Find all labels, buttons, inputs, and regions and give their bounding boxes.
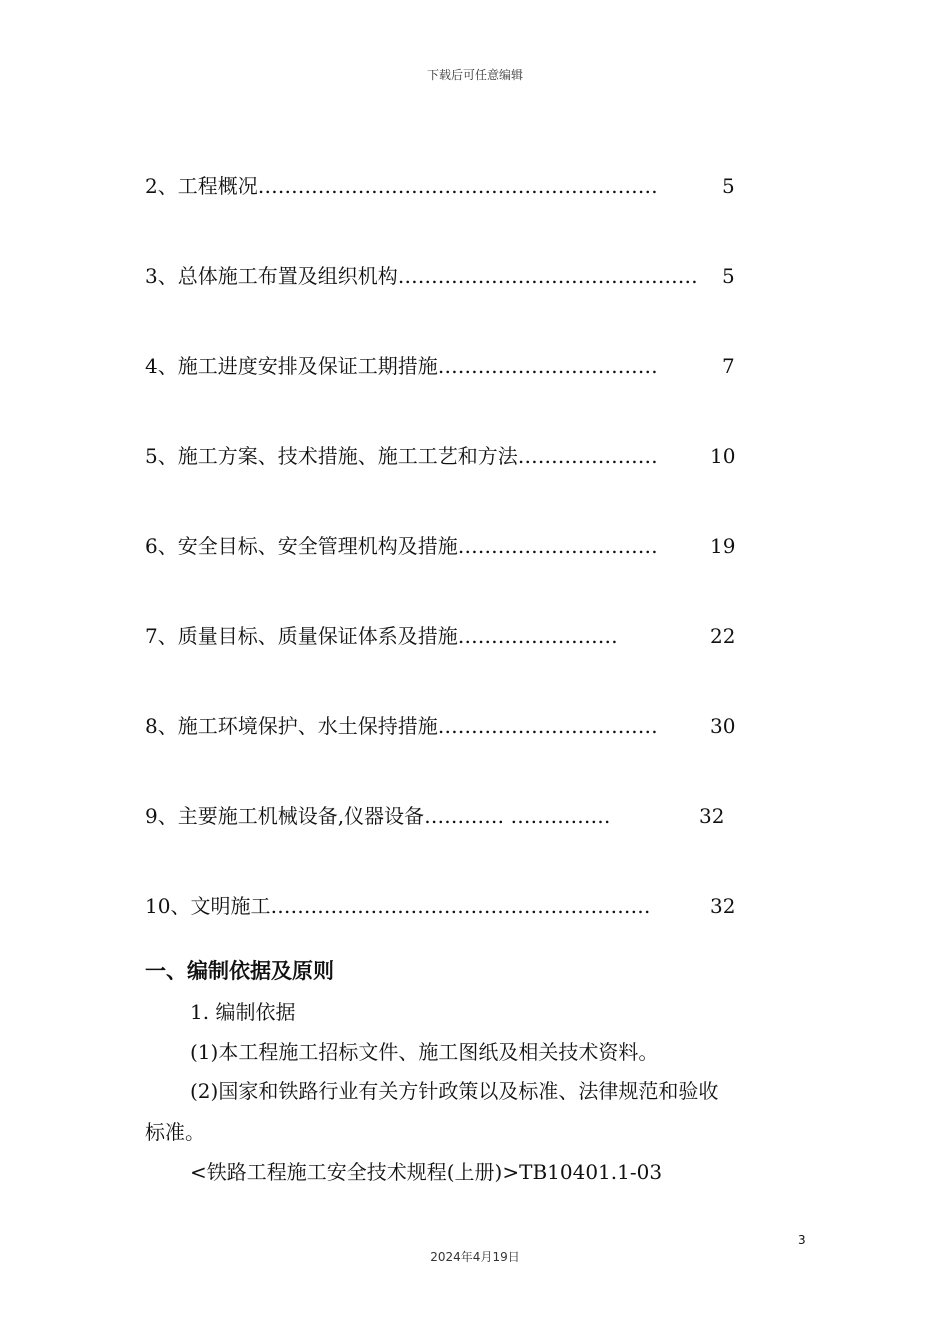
toc-leader-dots: ………………… <box>517 444 658 468</box>
toc-entry-title: 6、安全目标、安全管理机构及措施 <box>145 534 458 558</box>
toc-page-number: 5 <box>722 264 735 288</box>
paragraph-2-line-1: (2)国家和铁路行业有关方针政策以及标准、法律规范和验收 <box>190 1079 719 1103</box>
toc-entry-4[interactable] <box>145 351 658 381</box>
toc-leader-dots: ……………………………………… <box>397 264 698 288</box>
paragraph-2-line-2: 标准。 <box>145 1120 205 1144</box>
toc-entry-6[interactable] <box>145 531 658 561</box>
toc-page-number: 22 <box>710 624 736 648</box>
toc-entry-title: 8、施工环境保护、水土保持措施 <box>145 714 438 738</box>
toc-entry-title: 10、文明施工 <box>145 894 271 918</box>
toc-entry-title: 3、总体施工布置及组织机构 <box>145 264 398 288</box>
page-header: 下载后可任意编辑 <box>426 68 523 82</box>
toc-entry-3[interactable] <box>145 261 698 291</box>
subheading: 1. 编制依据 <box>190 1000 296 1024</box>
toc-entry-title: 7、质量目标、质量保证体系及措施 <box>145 624 458 648</box>
toc-entry-title: 9、主要施工机械设备,仪器设备 <box>145 804 425 828</box>
toc-entry-title: 2、工程概况 <box>145 174 258 198</box>
toc-leader-dots: …………………………… <box>437 714 658 738</box>
toc-entry-title: 5、施工方案、技术措施、施工工艺和方法 <box>145 444 518 468</box>
toc-entry-7[interactable] <box>145 621 618 651</box>
toc-page-number: 5 <box>722 174 735 198</box>
toc-leader-dots: ………………………… <box>457 534 658 558</box>
page-number: 3 <box>798 1233 806 1247</box>
toc-page-number: 7 <box>722 354 735 378</box>
page-footer-date: 2024年4月19日 <box>430 1250 520 1264</box>
toc-page-number: 32 <box>710 894 736 918</box>
toc-entry-8[interactable] <box>145 711 658 741</box>
toc-leader-dots: ………… …………… <box>424 804 611 828</box>
toc-page-number: 10 <box>710 444 736 468</box>
section-heading: 一、编制依据及原则 <box>145 959 334 983</box>
toc-page-number: 19 <box>710 534 736 558</box>
toc-entry-2[interactable] <box>145 171 658 201</box>
toc-entry-10[interactable] <box>145 891 650 921</box>
toc-leader-dots: …………………………… <box>437 354 658 378</box>
toc-entry-5[interactable] <box>145 441 658 471</box>
toc-page-number: 32 <box>699 804 725 828</box>
toc-leader-dots: …………………………………………………… <box>257 174 658 198</box>
toc-leader-dots: …………………… <box>457 624 618 648</box>
toc-leader-dots: ………………………………………………… <box>270 894 651 918</box>
paragraph-3: <铁路工程施工安全技术规程(上册)>TB10401.1-03 <box>190 1160 663 1184</box>
toc-entry-title: 4、施工进度安排及保证工期措施 <box>145 354 438 378</box>
paragraph-1: (1)本工程施工招标文件、施工图纸及相关技术资料。 <box>190 1040 659 1064</box>
toc-page-number: 30 <box>710 714 736 738</box>
toc-entry-9[interactable] <box>145 801 610 831</box>
